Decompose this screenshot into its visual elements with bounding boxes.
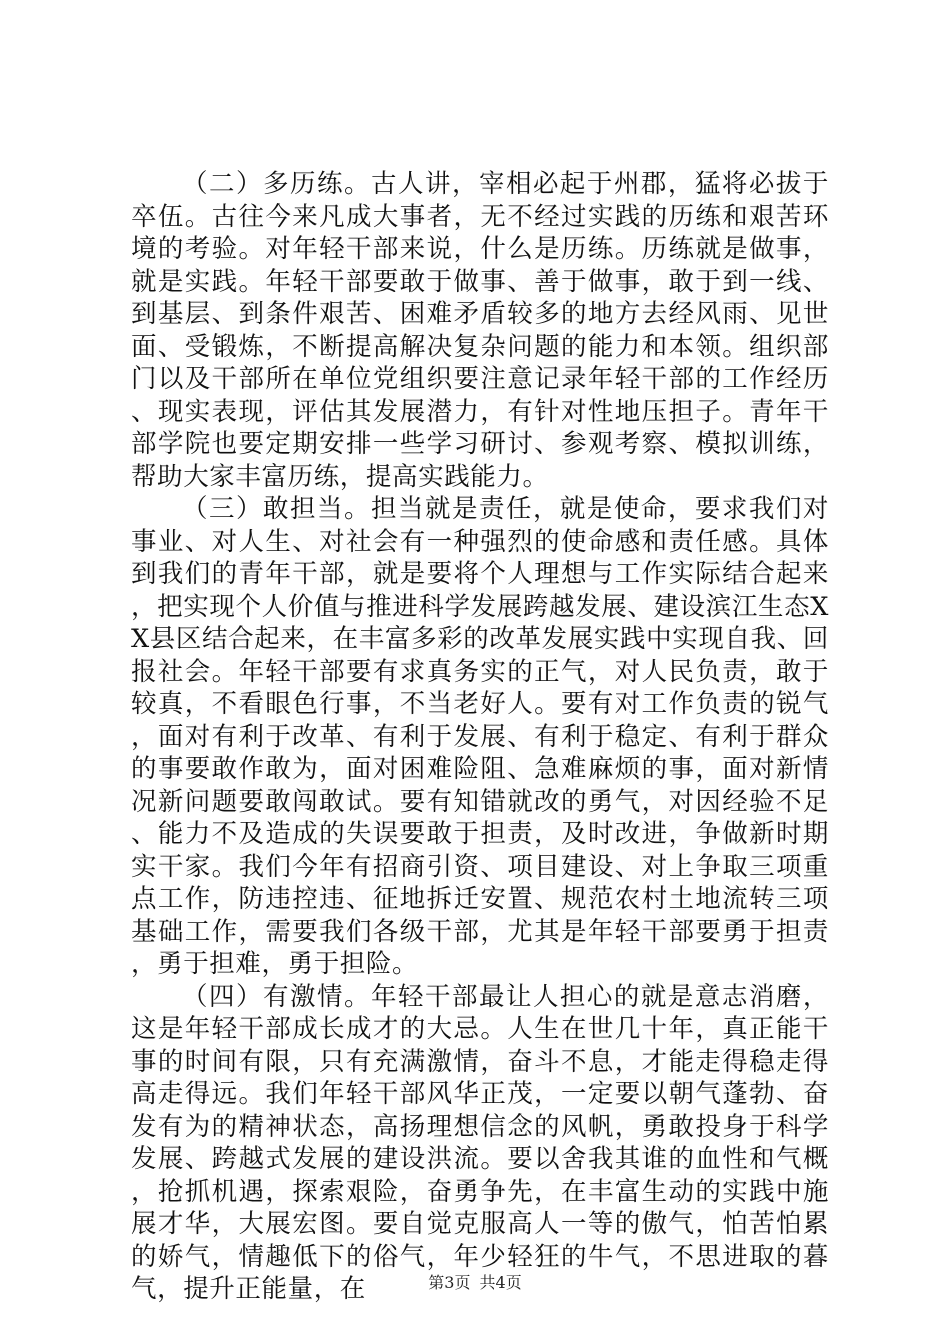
paragraph-you-jiqing: （四）有激情。年轻干部最让人担心的就是意志消磨，这是年轻干部成长成才的大忌。人生在世几十年，真正能干事的时间有限，只有充满激情，奋斗不息，才能走得稳走得高走得远。我们年轻干部风华正茂，一定要以朝气蓬勃、奋发有为的精神状态，高扬理想信念的风帆，勇敢投身于科学发展、跨越式发展的建设洪流。要以舍我其谁的血性和气概，抢抓机遇，探索艰险，奋勇争先，在丰富生动的实践中施展才华，大展宏图。要自觉克服高人一等的傲气，怕苦怕累的娇气，情趣低下的俗气，年少轻狂的牛气，不思进取的暮气，提升正能量，在 <box>131 981 829 1304</box>
page-footer <box>0 1273 950 1293</box>
page-number: 第3页 <box>428 1273 471 1292</box>
paragraph-gan-dandang: （三）敢担当。担当就是责任，就是使命，要求我们对事业、对人生、对社会有一种强烈的使命感和责任感。具体到我们的青年干部，就是要将个人理想与工作实际结合起来，把实现个人价值与推进科学发展跨越发展、建设滨江生态XX县区结合起来，在丰富多彩的改革发展实践中实现自我、回报社会。年轻干部要有求真务实的正气，对人民负责，敢于较真，不看眼色行事，不当老好人。要有对工作负责的锐气，面对有利于改革、有利于发展、有利于稳定、有利于群众的事要敢作敢为，面对困难险阻、急难麻烦的事，面对新情况新问题要敢闯敢试。要有知错就改的勇气，对因经验不足、能力不及造成的失误要敢于担责，及时改进，争做新时期实干家。我们今年有招商引资、项目建设、对上争取三项重点工作，防违控违、征地拆迁安置、规范农村土地流转三项基础工作，需要我们各级干部，尤其是年轻干部要勇于担责，勇于担难，勇于担险。 <box>131 494 829 979</box>
document-body <box>131 168 829 1306</box>
page-total: 共4页 <box>479 1273 522 1292</box>
paragraph-duo-lilian: （二）多历练。古人讲，宰相必起于州郡，猛将必拔于卒伍。古往今来凡成大事者，无不经过实践的历练和艰苦环境的考验。对年轻干部来说，什么是历练。历练就是做事，就是实践。年轻干部要敢于做事、善于做事，敢于到一线、到基层、到条件艰苦、困难矛盾较多的地方去经风雨、见世面、受锻炼，不断提高解决复杂问题的能力和本领。组织部门以及干部所在单位党组织要注意记录年轻干部的工作经历、现实表现，评估其发展潜力，有针对性地压担子。青年干部学院也要定期安排一些学习研讨、参观考察、模拟训练，帮助大家丰富历练，提高实践能力。 <box>131 169 829 492</box>
